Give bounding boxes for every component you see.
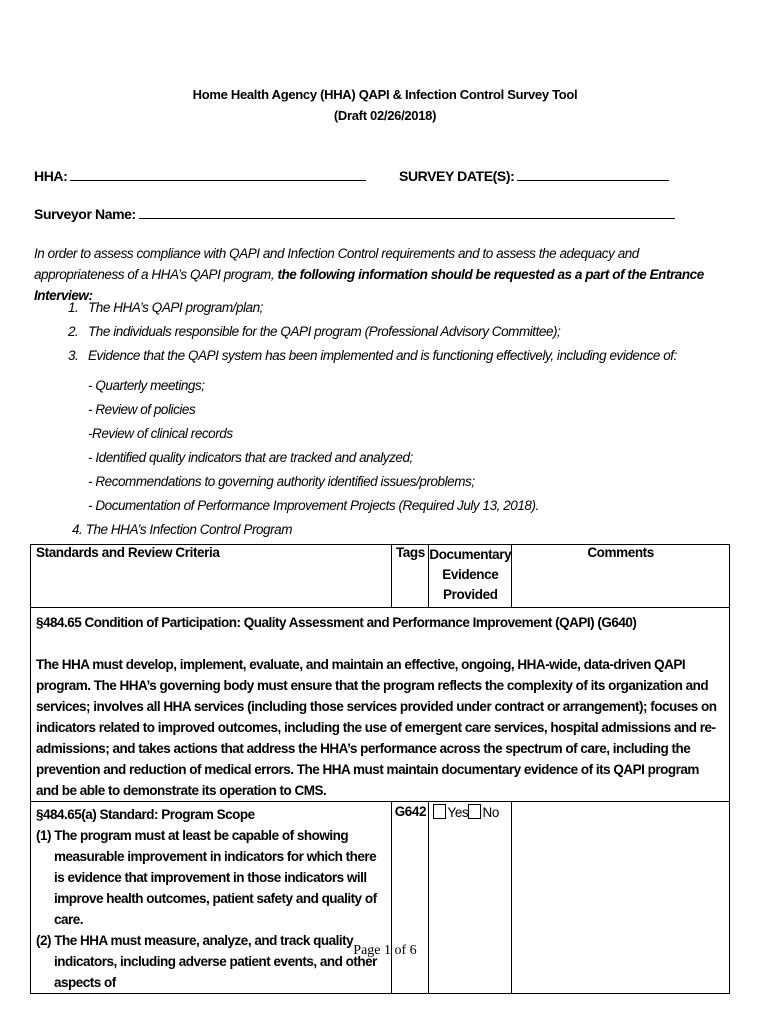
- surveyor-name-label: Surveyor Name:: [34, 206, 136, 222]
- evidence-sublist: [88, 374, 539, 518]
- intro-bold-text: the following information should be requested as a part of the Entrance Interview:: [34, 267, 704, 303]
- cop-cell: [31, 608, 730, 802]
- survey-table: [30, 544, 730, 994]
- no-checkbox[interactable]: [468, 804, 481, 819]
- hha-input-line[interactable]: [70, 168, 366, 181]
- entrance-interview-list: [68, 296, 677, 368]
- surveyor-name-field: [34, 206, 675, 222]
- sublist-item: - Quarterly meetings;: [88, 378, 205, 393]
- sublist-item: - Review of policies: [88, 402, 196, 417]
- standard-tag: G642: [392, 802, 429, 994]
- sublist-item: - Identified quality indicators that are tracked and analyzed;: [88, 450, 413, 465]
- hha-field: [34, 168, 366, 184]
- yes-checkbox[interactable]: [433, 804, 446, 819]
- page-number: Page 1 of 6: [353, 943, 417, 958]
- document-title: Home Health Agency (HHA) QAPI & Infection Control Survey Tool: [192, 87, 578, 102]
- table-row: [31, 802, 730, 994]
- sublist-item: - Documentation of Performance Improvement Projects (Required July 13, 2018).: [88, 498, 539, 513]
- document-draft-date: (Draft 02/26/2018): [333, 108, 437, 123]
- no-label: No: [482, 805, 500, 820]
- standard-heading: §484.65(a) Standard: Program Scope: [36, 807, 255, 822]
- survey-date-input-line[interactable]: [517, 168, 669, 181]
- list-item: 2. The individuals responsible for the QAPI program (Professional Advisory Committee);: [68, 324, 561, 339]
- evidence-checkboxes: [429, 802, 512, 994]
- hha-label: HHA:: [34, 168, 68, 184]
- header-comments: Comments: [512, 545, 730, 608]
- cop-body: The HHA must develop, implement, evaluate, and maintain an effective, ongoing, HHA-wide, data-driven QAPI program. The HHA’s governing body must ensure that the program reflects the complexity of its organization and services; involves all HHA services (including those services provided under contract or arrangement); focuses on indicators related to improved outcomes, including the use of emergent care services, hospital admissions and re-admissions; and takes actions that address the HHA’s performance across the spectrum of care, including the prevention and reduction of medical errors. The HHA must maintain documentary evidence of its QAPI program and be able to demonstrate its operation to CMS.: [36, 657, 717, 798]
- header-criteria: Standards and Review Criteria: [31, 545, 392, 608]
- list-item: 3. Evidence that the QAPI system has been implemented and is functioning effectively, including evidence of:: [68, 348, 677, 363]
- cop-heading: §484.65 Condition of Participation: Quality Assessment and Performance Improvement (QAPI) (G640): [36, 615, 637, 630]
- list-item: 1. The HHA’s QAPI program/plan;: [68, 300, 263, 315]
- sublist-item: - Recommendations to governing authority identified issues/problems;: [88, 474, 475, 489]
- list-item-4: 4. The HHA’s Infection Control Program: [72, 522, 293, 537]
- comments-cell[interactable]: [512, 802, 730, 994]
- standard-item-2: (2) The HHA must measure, analyze, and track quality indicators, including adverse patient events, and other aspects of: [36, 933, 377, 990]
- standard-item-1: (1) The program must at least be capable of showing measurable improvement in indicators for which there is evidence that improvement in those indicators will improve health outcomes, patient safety and quality of care.: [36, 828, 377, 927]
- table-header-row: [31, 545, 730, 608]
- cop-row: [31, 608, 730, 802]
- standard-criteria-cell: [31, 802, 392, 994]
- header-documentary-evidence: Documentary Evidence Provided: [429, 545, 512, 608]
- sublist-item: -Review of clinical records: [88, 426, 233, 441]
- intro-text: In order to assess compliance with QAPI and Infection Control requirements and to assess the adequacy and appropriateness of a HHA’s QAPI program,: [34, 246, 639, 282]
- header-tags: Tags: [392, 545, 429, 608]
- surveyor-name-input-line[interactable]: [139, 206, 675, 219]
- survey-date-label: SURVEY DATE(S):: [399, 168, 515, 184]
- yes-label: Yes: [447, 805, 469, 820]
- survey-date-field: [399, 168, 669, 184]
